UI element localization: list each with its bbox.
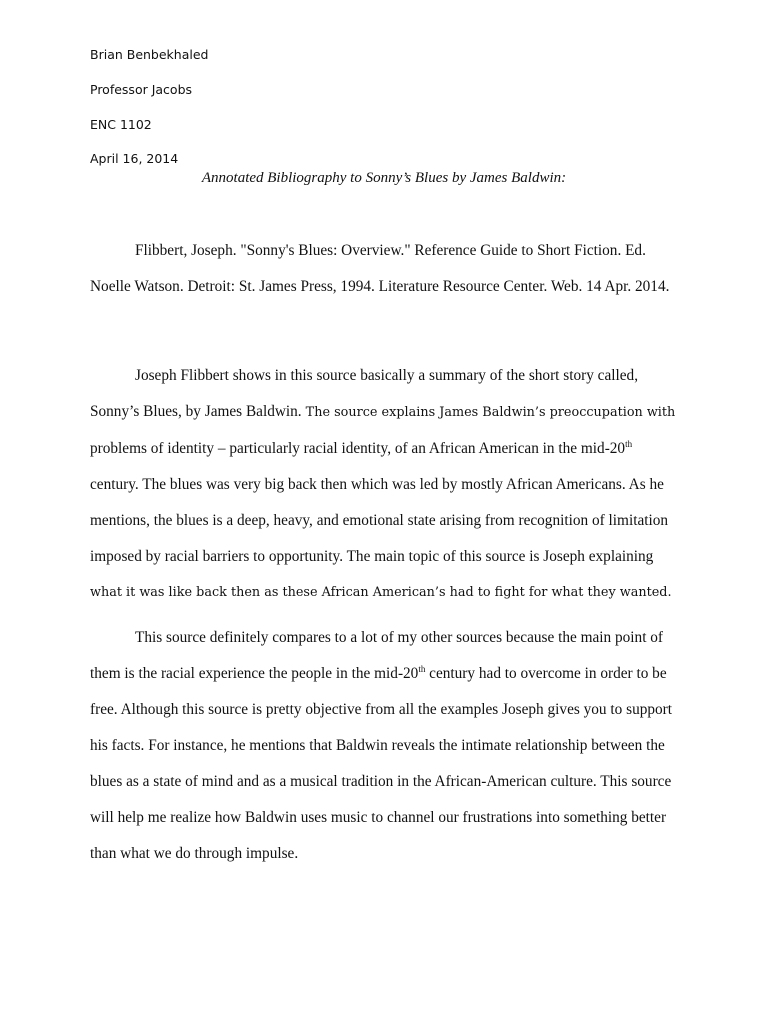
paragraph-line [90, 656, 690, 692]
student-name: Brian Benbekhaled [90, 47, 209, 62]
paragraph-line: mentions, the blues is a deep, heavy, and emotional state arising from recognition of limitation [90, 512, 669, 529]
citation-line: Flibbert, Joseph. "Sonny's Blues: Overview." Reference Guide to Short Fiction. Ed. [135, 242, 646, 259]
annotation-paragraph-2 [90, 620, 690, 872]
paragraph-text: Sonny’s Blues, by James Baldwin. [90, 403, 302, 420]
paragraph-line: what it was like back then as these African American’s had to fight for what they wanted. [90, 585, 672, 600]
paragraph-text: century had to overcome in order to be [425, 665, 667, 682]
paragraph-line: than what we do through impulse. [90, 845, 299, 862]
paragraph-line: free. Although this source is pretty objective from all the examples Joseph gives you to support [90, 701, 673, 718]
paragraph-line: blues as a state of mind and as a musical tradition in the African-American culture. This source [90, 773, 672, 790]
paragraph-line: will help me realize how Baldwin uses music to channel our frustrations into something better [90, 809, 667, 826]
paragraph-line: Joseph Flibbert shows in this source basically a summary of the short story called, [135, 367, 639, 384]
paragraph-line: century. The blues was very big back then which was led by mostly African Americans. As he [90, 476, 664, 493]
citation-entry [90, 233, 690, 305]
professor-name: Professor Jacobs [90, 82, 193, 97]
superscript: th [418, 663, 426, 674]
course-code: ENC 1102 [90, 117, 152, 132]
document-title: Annotated Bibliography to Sonny’s Blues by James Baldwin: [201, 170, 567, 186]
paragraph-line: This source definitely compares to a lot of my other sources because the main point of [135, 629, 664, 646]
citation-line: Noelle Watson. Detroit: St. James Press, 1994. Literature Resource Center. Web. 14 Apr. 2014. [90, 278, 670, 295]
paragraph-text: The source explains James Baldwin’s preoccupation with [301, 405, 676, 420]
superscript: th [625, 438, 633, 449]
paragraph-text: them is the racial experience the people in the mid-20 [90, 665, 419, 682]
paragraph-line [90, 431, 690, 467]
paragraph-line [90, 394, 690, 431]
annotation-paragraph-1 [90, 358, 690, 611]
document-date: April 16, 2014 [90, 151, 179, 166]
paragraph-text: problems of identity – particularly racial identity, of an African American in the mid-20 [90, 440, 626, 457]
paragraph-line: imposed by racial barriers to opportunity. The main topic of this source is Joseph explaining [90, 548, 654, 565]
paragraph-line: his facts. For instance, he mentions that Baldwin reveals the intimate relationship between the [90, 737, 665, 754]
